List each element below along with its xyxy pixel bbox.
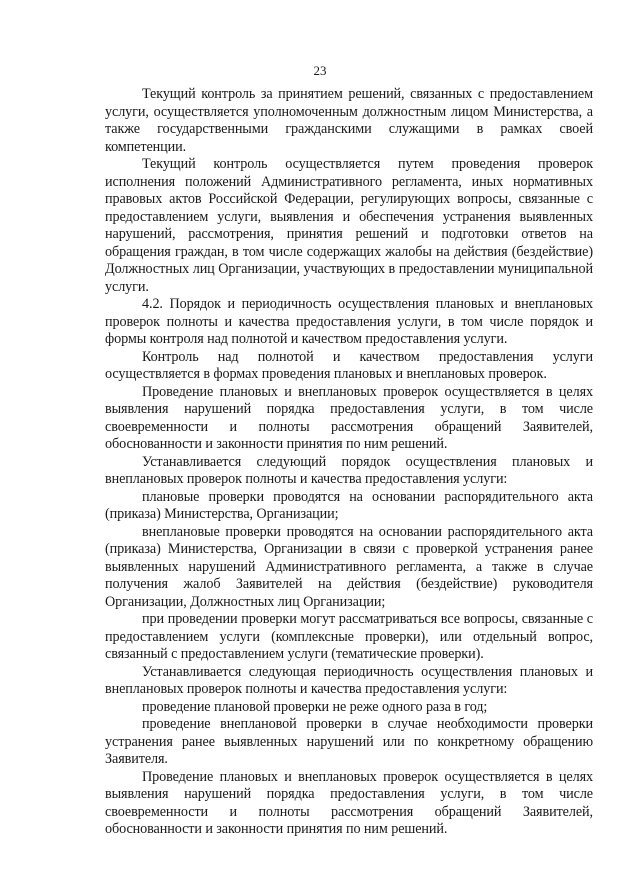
list-item-planned-inspections: плановые проверки проводятся на основании распорядительного акта (приказа) Министерства, Организации;: [105, 488, 593, 522]
paragraph-inspection-purpose: Проведение плановых и внеплановых проверок осуществляется в целях выявления нарушений порядка предоставления услуги, в том числе своевременности и полноты рассмотрения обращений Заявителей, обоснованности и законности принятия по ним решений.: [105, 383, 593, 452]
list-item-unplanned-inspections: внеплановые проверки проводятся на основании распорядительного акта (приказа) Министерства, Организации в связи с проверкой устранения ранее выявленных нарушений Административного регламента, а также в случае получения жалоб Заявителей на действия (бездействие) руководителя Организации, Должностных лиц Организации;: [105, 523, 593, 610]
paragraph-inspection-purpose-repeat: Проведение плановых и внеплановых проверок осуществляется в целях выявления нарушений порядка предоставления услуги, в том числе своевременности и полноты рассмотрения обращений Заявителей, обоснованности и законности принятия по ним решений.: [105, 768, 593, 837]
paragraph-inspection-procedure: Устанавливается следующий порядок осуществления плановых и внеплановых проверок полноты и качества предоставления услуги:: [105, 453, 593, 487]
paragraph-control-forms: Контроль над полнотой и качеством предоставления услуги осуществляется в формах проведения плановых и внеплановых проверок.: [105, 348, 593, 382]
page-number: 23: [313, 63, 327, 78]
list-item-inspection-scope: при проведении проверки могут рассматриваться все вопросы, связанные с предоставлением услуги (комплексные проверки), или отдельный вопрос, связанный с предоставлением услуги (тематические проверки).: [105, 611, 593, 662]
document-body: [105, 86, 593, 839]
list-item-planned-frequency: проведение плановой проверки не реже одного раза в год;: [142, 698, 488, 715]
list-item-unplanned-frequency: проведение внеплановой проверки в случае необходимости проверки устранения ранее выявленных нарушений или по конкретному обращению Заявителя.: [105, 716, 593, 767]
section-heading-4-2: 4.2. Порядок и периодичность осуществления плановых и внеплановых проверок полноты и качества предоставления услуги, в том числе порядок и формы контроля над полнотой и качеством предоставления услуги.: [105, 296, 593, 347]
paragraph-control-method: Текущий контроль осуществляется путем проведения проверок исполнения положений Административного регламента, иных нормативных правовых актов Российской Федерации, регулирующих вопросы, связанные с предоставлением услуги, выявления и обеспечения устранения выявленных нарушений, рассмотрения, принятия решений и подготовки ответов на обращения граждан, в том числе содержащих жалобы на действия (бездействие) Должностных лиц Организации, участвующих в предоставлении муниципальной услуги.: [105, 156, 593, 295]
paragraph-inspection-frequency: Устанавливается следующая периодичность осуществления плановых и внеплановых проверок полноты и качества предоставления услуги:: [105, 663, 593, 697]
paragraph-current-control: Текущий контроль за принятием решений, связанных с предоставлением услуги, осуществляется уполномоченным должностным лицом Министерства, а также государственными гражданскими служащими в рамках своей компетенции.: [105, 86, 593, 155]
